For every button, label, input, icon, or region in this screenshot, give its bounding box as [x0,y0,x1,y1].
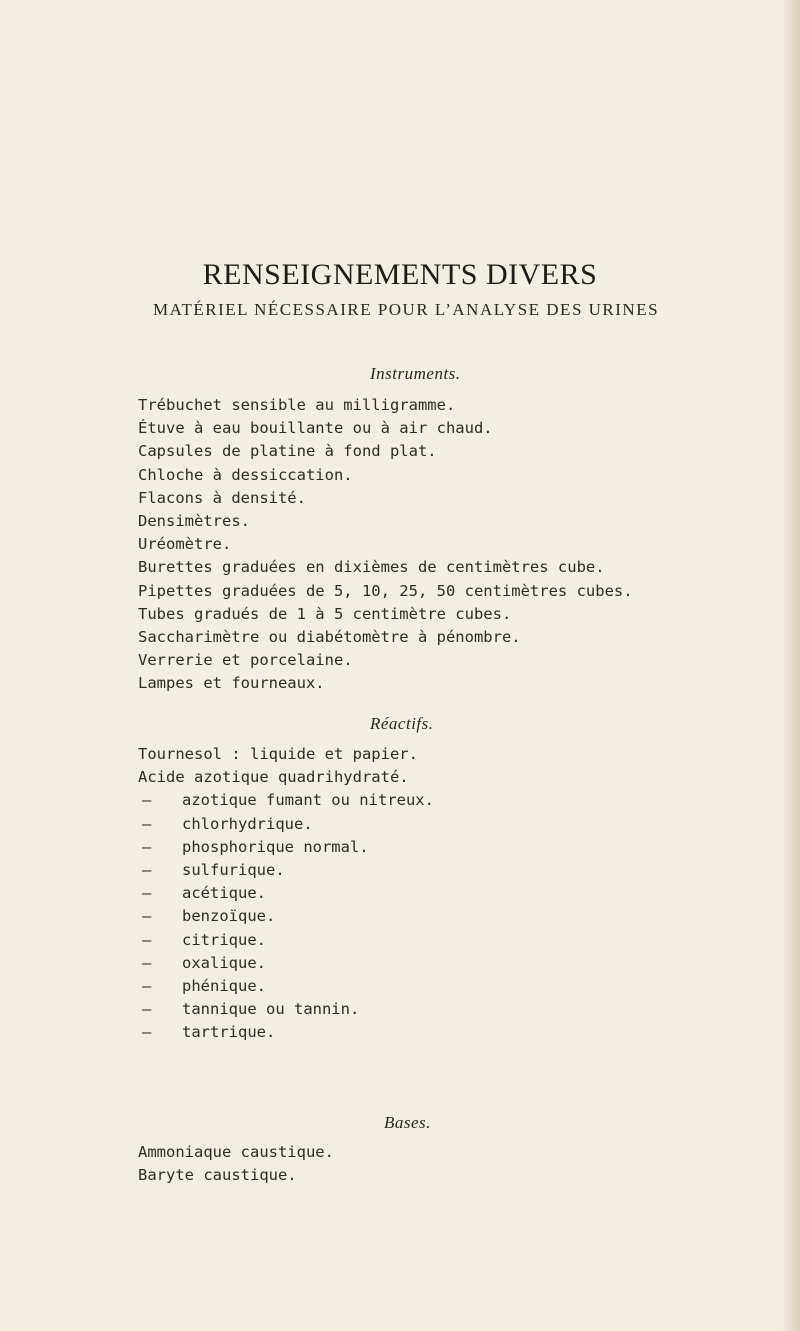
ditto-dash: — [142,860,152,879]
ditto-dash: — [142,791,152,810]
list-item: Trébuchet sensible au milligramme. [138,396,456,414]
ditto-dash: — [142,1000,152,1019]
list-item: Tournesol : liquide et papier. [138,745,418,763]
list-item: Lampes et fourneaux. [138,674,325,693]
page-edge-shadow [782,0,800,1331]
list-item: — tannique ou tannin. [138,998,434,1021]
list-item: — citrique. [138,929,434,952]
list-item: Saccharimètre ou diabétomètre à pénombre. [138,627,521,646]
list-item: Verrerie et porcelaine. [138,651,353,670]
list-item: Burettes graduées en dixièmes de centimètres cube. [138,558,605,577]
list-item: Uréomètre. [138,535,232,554]
ditto-dash: — [142,814,152,833]
list-item: Tubes gradués de 1 à 5 centimètre cubes. [138,604,512,623]
list-item: Étuve à eau bouillante ou à air chaud. [138,419,493,438]
list-item: — tartrique. [138,1021,434,1044]
list-item: — acétique. [138,882,434,905]
list-item: — chlorhydrique. [138,813,434,836]
list-item: — oxalique. [138,952,434,975]
bases-heading: Bases. [384,1113,431,1132]
list-item: Densimètres. [138,511,250,530]
ditto-dash: — [142,837,152,856]
instruments-heading: Instruments. [370,364,461,383]
list-item: Chloche à dessiccation. [138,465,353,484]
list-item: Acide azotique quadrihydraté. [138,768,409,787]
ditto-dash: — [142,953,152,972]
list-item: — benzoïque. [138,905,434,928]
ditto-dash: — [142,884,152,903]
reactifs-list [138,743,434,1044]
list-item: Capsules de platine à fond plat. [138,442,437,461]
list-item: Flacons à densité. [138,488,306,507]
list-item: Baryte caustique. [138,1166,297,1185]
list-item: — phosphorique normal. [138,836,434,859]
reactifs-heading: Réactifs. [370,714,434,733]
ditto-dash: — [142,930,152,949]
ditto-dash: — [142,976,152,995]
list-item: — sulfurique. [138,859,434,882]
list-item: — phénique. [138,975,434,998]
page-title: RENSEIGNEMENTS DIVERS [202,258,598,291]
list-item: Ammoniaque caustique. [138,1143,334,1161]
ditto-dash: — [142,1023,152,1042]
list-item: — azotique fumant ou nitreux. [138,789,434,812]
instruments-list [138,394,633,695]
bases-list [138,1141,334,1187]
page-subtitle: MATÉRIEL NÉCESSAIRE POUR L’ANALYSE DES URINES [152,300,660,319]
ditto-dash: — [142,907,152,926]
list-item: Pipettes graduées de 5, 10, 25, 50 centimètres cubes. [138,581,633,600]
